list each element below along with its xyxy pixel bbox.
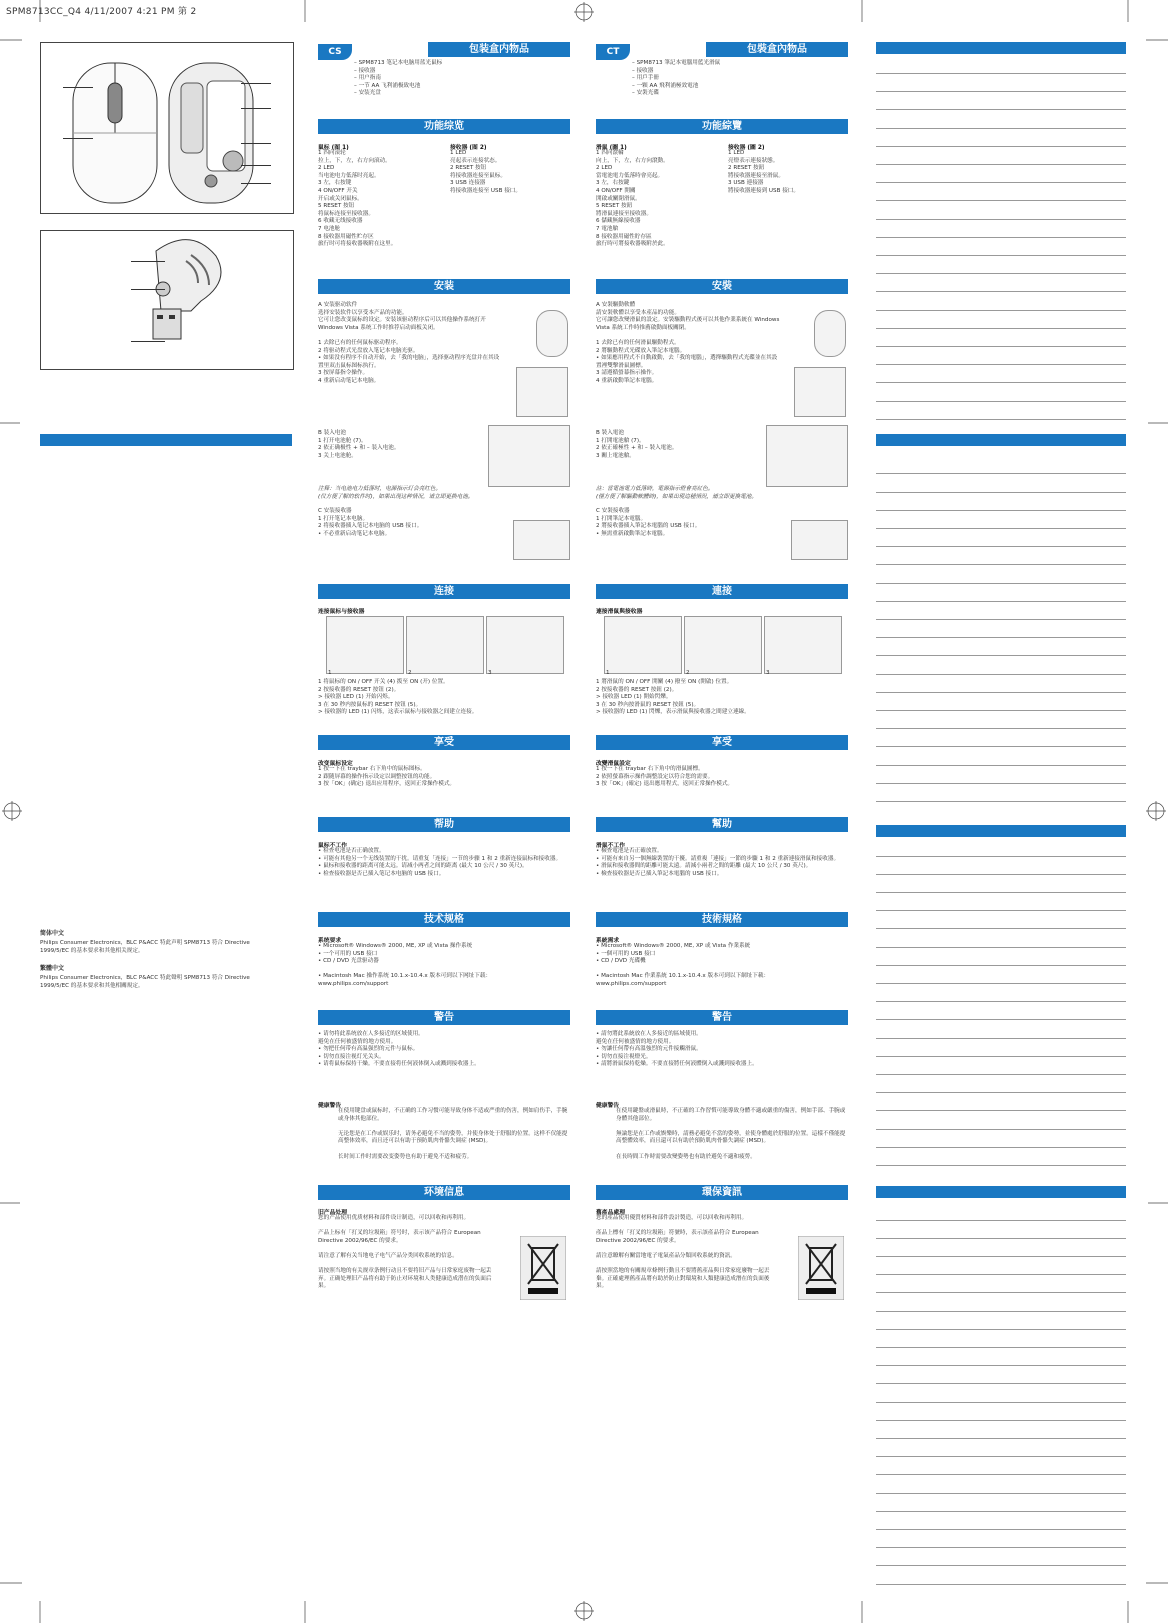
ct-install-title: 安裝 [596, 279, 848, 294]
declaration-cs-title: 简体中文 [40, 930, 65, 937]
notes-ruled-line [876, 1019, 1126, 1020]
ct-mouse-items: 1 四向滾輪 向上，下，左，右方向滾動。 2 LED 當電池電力低落時會亮起。 3 左，右按鍵 4 ON/OFF 開關 開啟或關閉滑鼠。 5 RESET 按鈕 將滑鼠連接至接收器。 6 儲藏無線接收器 7 電池艙 8 接收器用磁性貯存區 旅行時可將接收器吸附於此。 [596, 150, 669, 248]
notes-ruled-line [876, 1456, 1126, 1457]
notes-ruled-line [876, 1274, 1126, 1275]
ct-help-items: • 檢查電池是否正確放置。 • 可能有來自另一個無線裝置的干擾。請重複「連接」一節的步驟 1 和 2 重新連接滑鼠和接收器。 • 滑鼠和接收器間的距離可能太遠。請減小兩者之間的距離 (最大 10 公尺 / 30 英尺)。 • 檢查接收器是否已插入筆記本電腦的 USB 接口。 [596, 848, 840, 877]
ct-install-note: 註：當電池電力低落時，電源指示燈會亮紅色。 (僅方便了解驅動軟體時)，如果出現這種情況，請立即更換電池。 [596, 486, 757, 500]
notes-ruled-line [876, 492, 1126, 493]
cs-connect-title: 连接 [318, 584, 570, 599]
ct-warning-title: 警告 [596, 1010, 848, 1025]
cs-env-title: 环境信息 [318, 1185, 570, 1200]
notes-ruled-line [876, 1056, 1126, 1057]
cs-env-sub: 旧产品处理 [318, 1210, 347, 1216]
notes-ruled-line [876, 856, 1126, 857]
notes-ruled-line [876, 1383, 1126, 1384]
ct-warning-items: • 請勿將此系統放在人多接近的區域使用。 避免在任何被盛情的地方使用。 • 勿讓任何帶有高溫強烈的元件接觸滑鼠。 • 切勿直接注視燈光。 • 請將滑鼠保持乾燥。不要直接將任何液體倒入或濺到接收器上。 [596, 1031, 758, 1068]
notes-ruled-line [876, 728, 1126, 729]
cs-warning-items: • 请勿将此系统放在人多接近的区域使用。 避免在任何被盛情的地方使用。 • 勿把任何带有高温强烈的元件与鼠标。 • 切勿直接注视灯光关头。 • 请将鼠标保持干燥。不要直接将任何液体倒入或溅到接收器上。 [318, 1031, 480, 1068]
notes-ruled-line [876, 273, 1126, 274]
cs-connect-sub: 连接鼠标与接收器 [318, 609, 365, 615]
notes-ruled-line [876, 1584, 1126, 1585]
notes-ruled-line [876, 1565, 1126, 1566]
cs-install-b: B 装入电池 1 打开电池舱 (7)。 2 依正确极性 + 和 – 装入电池。 3 关上电池舱。 [318, 430, 400, 459]
cs-step-num-1: 1 [328, 670, 332, 676]
notes-ruled-line [876, 364, 1126, 365]
ct-laptop-photo [794, 367, 846, 417]
notes-blue-bar [876, 825, 1126, 837]
cs-health-title: 健康警告 [318, 1103, 342, 1109]
ct-connect-step-1 [604, 616, 682, 674]
notes-ruled-line [876, 619, 1126, 620]
notes-ruled-line [876, 1547, 1126, 1548]
notes-ruled-line [876, 1365, 1126, 1366]
notes-ruled-line [876, 291, 1126, 292]
cs-connect-step-2 [406, 616, 484, 674]
ct-install-b: B 裝入電池 1 打開電池艙 (7)。 2 依正確極性 + 和 – 裝入電池。 3 關上電池艙。 [596, 430, 678, 459]
notes-ruled-line [876, 346, 1126, 347]
ct-battery-photo [766, 425, 848, 487]
cs-overview-title: 功能综览 [318, 119, 570, 134]
notes-blue-bar [876, 1186, 1126, 1198]
cs-receiver-items: 1 LED 亮起表示连接状态。 2 RESET 按钮 将接收器连接至鼠标。 3 USB 连接器 将接收器连接至 USB 接口。 [450, 150, 521, 194]
cs-help-title: 帮助 [318, 817, 570, 832]
ct-env-body: 您的產品使用優質材料和部件設計製造，可以回收和再利用。 產品上標有「打叉的垃圾箱」符號時，表示該產品符合 European Directive 2002/96/EC 的要求。 請注意瞭解有關當地電子電氣產品分類回收系統的資訊。 請按照當地的有關規章條例行動且不要將舊產品與日常家庭廢物一起丟棄。正確處理舊產品將有助於防止對環境和人類健康造成潛在的負面後果。 [596, 1215, 770, 1290]
notes-ruled-line [876, 310, 1126, 311]
notes-blue-bar [876, 42, 1126, 54]
notes-ruled-line [876, 401, 1126, 402]
notes-ruled-line [876, 1493, 1126, 1494]
notes-ruled-line [876, 1474, 1126, 1475]
notes-ruled-line [876, 528, 1126, 529]
notes-ruled-line [876, 546, 1126, 547]
cs-install-title: 安装 [318, 279, 570, 294]
cs-step-num-2: 2 [408, 670, 412, 676]
notes-ruled-line [876, 765, 1126, 766]
notes-ruled-line [876, 892, 1126, 893]
ct-install-a: A 安裝驅動軟體 請安裝軟體以享受本產品的功能。 它可讓您改變滑鼠的設定。安裝驅動程式後可以其他作業系統在 Windows Vista 系統工作時推薦啟動面板關閉。 1 去除已有的任何滑鼠驅動程式。 2 將驅動程式光碟放入筆記本電腦。 • 如果應用程式不自動啟動，去「我的電腦」，選擇驅動程式光碟並在其設置裡雙擊滑鼠圖標。 3 請遵循螢幕指示操作。 4 重新啟動筆記本電腦。 [596, 302, 780, 384]
ct-connect-step-3 [764, 616, 842, 674]
ct-enjoy-title: 享受 [596, 735, 848, 750]
ct-step-num-2: 2 [686, 670, 690, 676]
notes-blue-bar [876, 434, 1126, 446]
cs-help-sub: 鼠标不工作 [318, 843, 347, 849]
ct-env-sub: 舊產品處理 [596, 1210, 625, 1216]
print-header: SPM8713CC_Q4 4/11/2007 4:21 PM 第 2 [6, 7, 197, 17]
cs-mouse-photo [536, 310, 568, 357]
cs-lang-tab: CS [318, 44, 352, 60]
notes-ruled-line [876, 637, 1126, 638]
cs-help-items: • 检查电池是否正确放置。 • 可能有其他另一个无线装置的干扰。请重复「连接」一节的步骤 1 和 2 重新连接鼠标和接收器。 • 鼠标和接收器的距离可能太远。请减小两者之间的距离 (最大 10 公尺 / 30 英尺)。 • 检查接收器是否已插入笔记本电脑的 USB 接口。 [318, 848, 562, 877]
notes-ruled-line [876, 692, 1126, 693]
ct-health-body: 在使用鍵盤或滑鼠時，不正確的工作習慣可能導致身體不適或嚴重的傷害，例如手部、手腕或身體其他部位。 無論您是在工作或娛樂時，請務必避免不當的姿勢，並使身體處於舒服的位置。這樣不僅能提高整體效率，而且還可以有助於預防肌肉骨骼失調症 (MSD)。 在長時間工作時需要改變姿勢也有助於避免不適和疲勞。 [616, 1108, 846, 1160]
notes-ruled-line [876, 1220, 1126, 1221]
ct-mouse-photo [814, 310, 846, 357]
cs-step-num-3: 3 [488, 670, 492, 676]
notes-ruled-line [876, 928, 1126, 929]
notes-ruled-line [876, 783, 1126, 784]
notes-ruled-line [876, 710, 1126, 711]
cs-laptop-photo [516, 367, 568, 417]
ct-spec-title: 技術規格 [596, 912, 848, 927]
notes-ruled-line [876, 965, 1126, 966]
ct-step-num-1: 1 [606, 670, 610, 676]
notes-ruled-line [876, 601, 1126, 602]
notes-ruled-line [876, 237, 1126, 238]
ct-step-num-3: 3 [766, 670, 770, 676]
cs-warning-title: 警告 [318, 1010, 570, 1025]
ct-connect-items: 1 將滑鼠的 ON / OFF 開關 (4) 撥至 ON (開啟) 位置。 2 按接收器的 RESET 按鈕 (2)。 > 接收器 LED (1) 開始閃爍。 3 在 30 秒內按滑鼠的 RESET 按鈕 (5)。 > 接收器的 LED (1) 閃爍，表示滑鼠與接收器之間建立連線。 [596, 679, 750, 716]
cs-install-a: A 安装驱动软件 选择安装软件以享受本产品的功能。 它可让您改变鼠标的设定。安装该驱动程序后可以其他操作系统打开 Windows Vista 系统工作时推荐启动面板关闭。 1 去除已有的任何鼠标驱动程序。 2 将驱动程式光盘放入笔记本电脑光驱。 • 如果没有程序不自动开始，去「我的电脑」，选择驱动程序光盘并在其设置里双击鼠标图标执行。 3 按屏幕指令操作。 4 重新启动笔记本电脑。 [318, 302, 500, 384]
notes-ruled-line [876, 91, 1126, 92]
cs-box-title: 包装盒内物品 [428, 42, 570, 57]
ct-box-items: – SPM8713 筆記本電腦用藍光滑鼠 – 接收器 – 用戶手冊 – 一顆 AA 飛利浦極效電池 – 安裝光碟 [632, 60, 721, 97]
notes-ruled-line [876, 1238, 1126, 1239]
notes-ruled-line [876, 510, 1126, 511]
notes-ruled-line [876, 219, 1126, 220]
cs-box-items: – SPM8713 笔记本电脑用蓝光鼠标 – 接收器 – 用户指南 – 一节 AA 飞利浦极致电池 – 安装光盘 [354, 60, 443, 97]
ct-env-title: 環保資訊 [596, 1185, 848, 1200]
notes-ruled-line [876, 1511, 1126, 1512]
cs-connect-items: 1 将鼠标的 ON / OFF 开关 (4) 拨至 ON (开) 位置。 2 按接收器的 RESET 按钮 (2)。 > 接收器 LED (1) 开始闪烁。 3 在 30 秒内按鼠标的 RESET 按钮 (5)。 > 接收器的 LED (1) 闪烁，这表示鼠标与接收器之间建立连接。 [318, 679, 478, 716]
ct-mouse-head: 滑鼠 (圖 1) [596, 145, 627, 151]
notes-ruled-line [876, 947, 1126, 948]
cs-mouse-items: 1 四向滚轮 拉上，下，左，右方向滚动。 2 LED 当电池电力低落时亮起。 3 左，右按键 4 ON/OFF 开关 开启或关闭鼠标。 5 RESET 按钮 将鼠标连接至接收器。 6 收藏无线接收器 7 电池舱 8 接收器用磁性贮存区 旅行时可将接收器吸附在这里。 [318, 150, 397, 248]
notes-ruled-line [876, 746, 1126, 747]
cs-enjoy-title: 享受 [318, 735, 570, 750]
mouse-illustration [41, 43, 293, 213]
declaration-cs-body: Philips Consumer Electronics，BLC P&ACC 特此声明 SPM8713 符合 Directive 1999/5/EC 的基本要求和其他相关规定。 [40, 940, 250, 954]
notes-ruled-line [876, 164, 1126, 165]
notes-ruled-line [876, 382, 1126, 383]
receiver-illustration [41, 231, 293, 369]
figure-2-receiver [40, 230, 294, 370]
notes-ruled-line [876, 983, 1126, 984]
notes-ruled-line [876, 1420, 1126, 1421]
cs-spec-title: 技术规格 [318, 912, 570, 927]
cs-health-body: 在使用键盘或鼠标时，不正确的工作习惯可能导致身体不适或严重的伤害，例如肩伤手，手腕或身体其他部位。 无论您是在工作或娱乐时，请务必避免不当的姿势，并使身体处于舒服的位置。这样不仅能提高整体效率，而且还可以有助于预防肌肉骨骼失调症 (MSD)。 长时间工作时需要改变姿势也有助于避免不适和疲劳。 [338, 1108, 568, 1160]
notes-ruled-line [876, 473, 1126, 474]
ct-weee-bin-icon [798, 1236, 844, 1300]
notes-ruled-line [876, 1092, 1126, 1093]
figure-1-mouse [40, 42, 294, 214]
notes-ruled-line [876, 1529, 1126, 1530]
notes-ruled-line [876, 583, 1126, 584]
notes-ruled-line [876, 1311, 1126, 1312]
notes-ruled-line [876, 128, 1126, 129]
notes-ruled-line [876, 1129, 1126, 1130]
cs-enjoy-items: 1 按一下在 traybar 右下角中的鼠标图标。 2 跟随屏幕的操作指示设定以调整按钮的功能。 3 按「OK」(确定) 退出应用程序，返回正常操作模式。 [318, 766, 456, 788]
declaration-ct-title: 繁體中文 [40, 965, 65, 972]
ct-enjoy-items: 1 按一下在 traybar 右下角中的滑鼠圖標。 2 依照螢幕指示操作調整設定以符合您的需要。 3 按「OK」(確定) 退出應用程式，返回正常操作模式。 [596, 766, 734, 788]
cs-receiver-head: 接收器 (图 2) [450, 145, 487, 151]
notes-ruled-line [876, 801, 1126, 802]
notes-ruled-line [876, 1292, 1126, 1293]
left-blue-bar [40, 434, 292, 446]
ct-connect-step-2 [684, 616, 762, 674]
ct-help-sub: 滑鼠不工作 [596, 843, 625, 849]
notes-ruled-line [876, 1001, 1126, 1002]
notes-ruled-line [876, 1110, 1126, 1111]
cs-mouse-head: 鼠标 (图 1) [318, 145, 349, 151]
notes-ruled-line [876, 1438, 1126, 1439]
ct-help-title: 幫助 [596, 817, 848, 832]
cs-connect-step-3 [486, 616, 564, 674]
notes-ruled-line [876, 255, 1126, 256]
ct-overview-title: 功能綜覽 [596, 119, 848, 134]
ct-health-title: 健康警告 [596, 1103, 620, 1109]
cs-column [318, 0, 570, 1623]
notes-ruled-line [876, 419, 1126, 420]
notes-ruled-line [876, 674, 1126, 675]
notes-ruled-line [876, 1329, 1126, 1330]
cs-connect-step-1 [326, 616, 404, 674]
cs-install-note: 注释：当电池电力低落时，电源指示灯会亮红色。 (仅方便了解的软件时)，如果出现这种情况，请立即更换电池。 [318, 486, 474, 500]
cs-spec-sub: 系统要求 [318, 938, 342, 944]
ct-spec-sub: 系統需求 [596, 938, 620, 944]
cs-battery-photo [488, 425, 570, 487]
notes-ruled-line [876, 564, 1126, 565]
ct-usb-photo [791, 520, 848, 560]
ct-connect-sub: 連接滑鼠與接收器 [596, 609, 643, 615]
notes-ruled-line [876, 1147, 1126, 1148]
notes-ruled-line [876, 874, 1126, 875]
ct-receiver-head: 接收器 (圖 2) [728, 145, 765, 151]
ct-lang-tab: CT [596, 44, 630, 60]
cs-enjoy-sub: 改变鼠标设定 [318, 761, 353, 767]
notes-ruled-line [876, 182, 1126, 183]
notes-ruled-line [876, 1256, 1126, 1257]
cs-spec-items: • Microsoft® Windows® 2000, ME, XP 或 Vista 操作系统 • 一个可用的 USB 接口 • CD / DVD 光盘驱动器 • Macintosh Mac 操作系统 10.1.x-10.4.x 版本可到以下网址下载： www.philips.com/support [318, 943, 492, 987]
notes-ruled-line [876, 1038, 1126, 1039]
ct-receiver-items: 1 LED 亮燈表示連接狀態。 2 RESET 按鈕 將接收器連接至滑鼠。 3 USB 連接器 將接收器連接到 USB 接口。 [728, 150, 799, 194]
ct-install-c: C 安裝接收器 1 打開筆記本電腦。 2 將接收器插入筆記本電腦的 USB 接口。 • 無需重新啟動筆記本電腦。 [596, 508, 701, 537]
ct-enjoy-sub: 改變滑鼠設定 [596, 761, 631, 767]
notes-ruled-line [876, 73, 1126, 74]
declaration-ct-body: Philips Consumer Electronics，BLC P&ACC 特此聲明 SPM8713 符合 Directive 1999/5/EC 的基本要求和其他相關規定。 [40, 975, 250, 989]
cs-usb-photo [513, 520, 570, 560]
notes-ruled-line [876, 1347, 1126, 1348]
cs-install-c: C 安装接收器 1 打开笔记本电脑。 2 将接收器插入笔记本电脑的 USB 接口。 • 不必重新启动笔记本电脑。 [318, 508, 423, 537]
notes-ruled-line [876, 328, 1126, 329]
ct-spec-items: • Microsoft® Windows® 2000, ME, XP 或 Vista 作業系統 • 一個可用的 USB 接口 • CD / DVD 光碟機 • Macintosh Mac 作業系統 10.1.x-10.4.x 版本可到以下網址下載： www.philips.com/support [596, 943, 770, 987]
ct-column [596, 0, 848, 1623]
notes-ruled-line [876, 1402, 1126, 1403]
notes-ruled-line [876, 910, 1126, 911]
notes-ruled-line [876, 146, 1126, 147]
ct-connect-title: 連接 [596, 584, 848, 599]
cs-weee-bin-icon [520, 1236, 566, 1300]
notes-ruled-line [876, 655, 1126, 656]
ct-box-title: 包裝盒內物品 [706, 42, 848, 57]
notes-ruled-line [876, 109, 1126, 110]
notes-ruled-line [876, 1074, 1126, 1075]
notes-ruled-line [876, 1165, 1126, 1166]
notes-ruled-line [876, 200, 1126, 201]
cs-env-body: 您的产品使用优质材料和部件设计制造，可以回收和再利用。 产品上标有「打叉的垃圾箱」符号时，表示该产品符合 European Directive 2002/96/EC 的要求。 请注意了解有关当地电子电气产品分类回收系统的信息。 请按照当地的有关规章条例行动且不要将旧产品与日常家庭废物一起丢弃。正确处理旧产品将有助于防止对环境和人类健康造成潜在的负面后果。 [318, 1215, 492, 1290]
